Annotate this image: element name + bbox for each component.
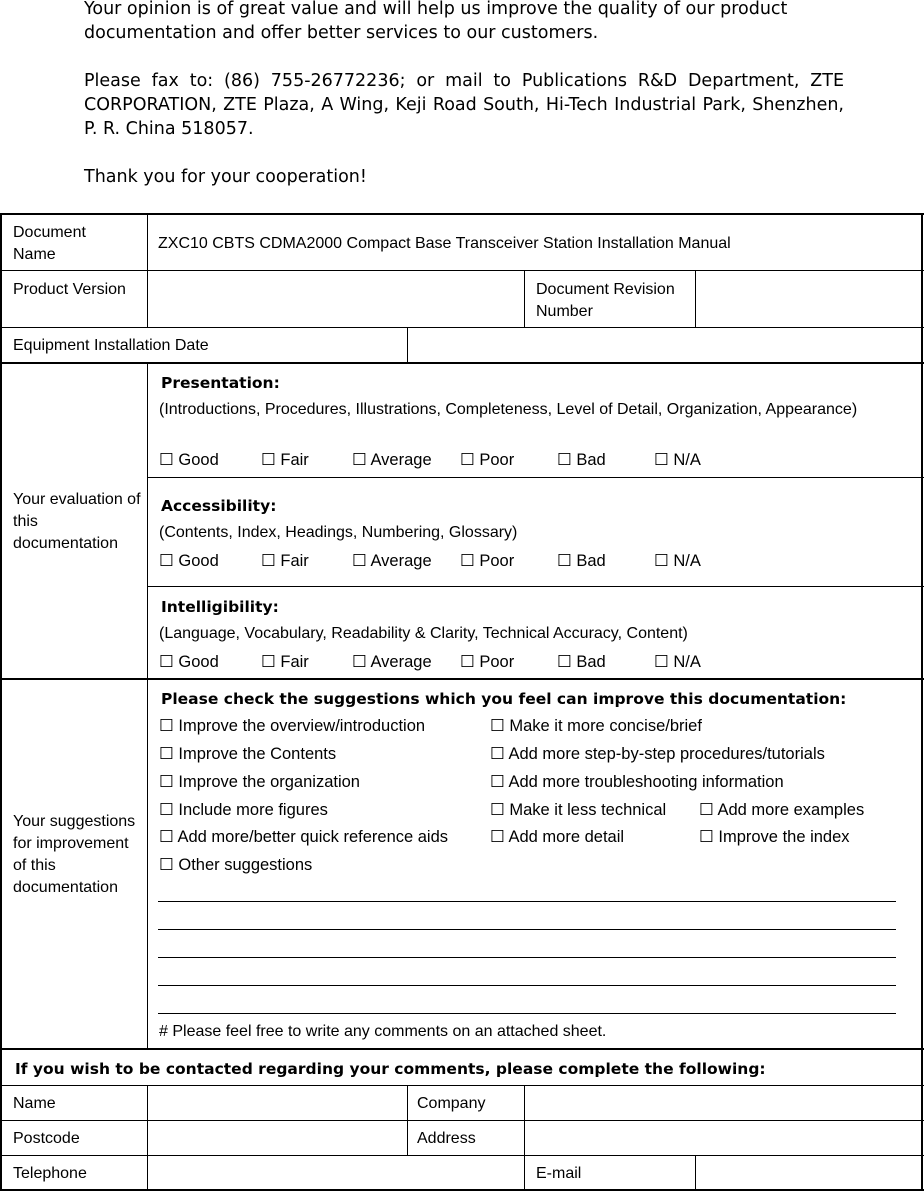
- accessibility-rating-bad[interactable]: ☐ Bad: [557, 552, 606, 570]
- intro-paragraph: Your opinion is of great value and will help us improve the quality of our product documentation and offer better services to our customers.: [84, 0, 788, 43]
- intelligibility-description: (Language, Vocabulary, Readability & Clarity, Technical Accuracy, Content): [159, 625, 688, 642]
- comment-line[interactable]: [158, 901, 896, 902]
- suggestion-contents[interactable]: ☐ Improve the Contents: [159, 745, 337, 763]
- postcode-label: Postcode: [13, 1130, 80, 1147]
- intelligibility-rating-poor[interactable]: ☐ Poor: [460, 653, 515, 671]
- revision-number-label: Document Revision Number: [536, 281, 675, 320]
- comment-line[interactable]: [158, 985, 896, 986]
- product-version-label: Product Version: [13, 281, 126, 298]
- document-name-value: ZXC10 CBTS CDMA2000 Compact Base Transceiver Station Installation Manual: [158, 235, 731, 252]
- presentation-rating-good[interactable]: ☐ Good: [159, 451, 219, 469]
- name-field[interactable]: [148, 1086, 406, 1120]
- installation-date-label: Equipment Installation Date: [13, 337, 209, 354]
- accessibility-rating-good[interactable]: ☐ Good: [159, 552, 219, 570]
- suggestion-less-technical[interactable]: ☐ Make it less technical: [490, 801, 667, 819]
- intelligibility-rating-fair[interactable]: ☐ Fair: [261, 653, 309, 671]
- suggestion-index[interactable]: ☐ Improve the index: [699, 828, 850, 846]
- accessibility-description: (Contents, Index, Headings, Numbering, Glossary): [159, 524, 518, 541]
- comment-line[interactable]: [158, 957, 896, 958]
- suggestion-procedures[interactable]: ☐ Add more step-by-step procedures/tutorials: [490, 745, 825, 763]
- mailing-address-paragraph: Please fax to: (86) 755-26772236; or mail to Publications R&D Department, ZTE CORPORATION, ZTE Plaza, A Wing, Keji Road South, Hi-Tech Industrial Park, Shenzhen, P. R. China 518057.: [84, 71, 844, 139]
- presentation-title: Presentation:: [161, 374, 280, 392]
- email-field[interactable]: [696, 1156, 921, 1189]
- telephone-field[interactable]: [148, 1156, 524, 1189]
- comment-line[interactable]: [158, 929, 896, 930]
- comment-line[interactable]: [158, 1013, 896, 1014]
- email-label: E-mail: [536, 1165, 582, 1182]
- intelligibility-rating-na[interactable]: ☐ N/A: [654, 653, 701, 671]
- presentation-rating-bad[interactable]: ☐ Bad: [557, 451, 606, 469]
- presentation-rating-poor[interactable]: ☐ Poor: [460, 451, 515, 469]
- intelligibility-rating-bad[interactable]: ☐ Bad: [557, 653, 606, 671]
- suggestion-examples[interactable]: ☐ Add more examples: [699, 801, 865, 819]
- thanks-paragraph: Thank you for your cooperation!: [84, 167, 367, 187]
- intelligibility-title: Intelligibility:: [161, 598, 279, 616]
- company-label: Company: [417, 1095, 486, 1112]
- address-field[interactable]: [525, 1121, 921, 1155]
- telephone-label: Telephone: [13, 1165, 87, 1182]
- suggestion-overview[interactable]: ☐ Improve the overview/introduction: [159, 717, 426, 735]
- comments-note: # Please feel free to write any comments on an attached sheet.: [159, 1023, 607, 1040]
- evaluation-label: Your evaluation of this documentation: [13, 491, 141, 552]
- presentation-description: (Introductions, Procedures, Illustrations, Completeness, Level of Detail, Organization, Appearance): [159, 401, 858, 418]
- suggestion-concise[interactable]: ☐ Make it more concise/brief: [490, 717, 702, 735]
- suggestion-other[interactable]: ☐ Other suggestions: [159, 856, 313, 874]
- address-label: Address: [417, 1130, 476, 1147]
- suggestions-label: Your suggestions for improvement of this documentation: [13, 813, 136, 896]
- suggestion-troubleshooting[interactable]: ☐ Add more troubleshooting information: [490, 773, 784, 791]
- installation-date-field[interactable]: [408, 328, 921, 362]
- intelligibility-rating-good[interactable]: ☐ Good: [159, 653, 219, 671]
- postcode-field[interactable]: [148, 1121, 406, 1155]
- accessibility-rating-fair[interactable]: ☐ Fair: [261, 552, 309, 570]
- presentation-rating-average[interactable]: ☐ Average: [352, 451, 432, 469]
- presentation-rating-fair[interactable]: ☐ Fair: [261, 451, 309, 469]
- accessibility-rating-poor[interactable]: ☐ Poor: [460, 552, 515, 570]
- suggestions-heading: Please check the suggestions which you feel can improve this documentation:: [161, 690, 847, 708]
- document-name-label: Document Name: [13, 224, 86, 263]
- suggestion-more-detail[interactable]: ☐ Add more detail: [490, 828, 625, 846]
- name-label: Name: [13, 1095, 56, 1112]
- contact-heading: If you wish to be contacted regarding your comments, please complete the following:: [15, 1060, 766, 1078]
- product-version-field[interactable]: [148, 271, 524, 327]
- revision-number-field[interactable]: [696, 271, 921, 327]
- accessibility-rating-na[interactable]: ☐ N/A: [654, 552, 701, 570]
- presentation-rating-na[interactable]: ☐ N/A: [654, 451, 701, 469]
- suggestion-organization[interactable]: ☐ Improve the organization: [159, 773, 360, 791]
- accessibility-rating-average[interactable]: ☐ Average: [352, 552, 432, 570]
- accessibility-title: Accessibility:: [161, 497, 277, 515]
- company-field[interactable]: [525, 1086, 921, 1120]
- intelligibility-rating-average[interactable]: ☐ Average: [352, 653, 432, 671]
- suggestion-quick-reference[interactable]: ☐ Add more/better quick reference aids: [159, 828, 449, 846]
- suggestion-figures[interactable]: ☐ Include more figures: [159, 801, 328, 819]
